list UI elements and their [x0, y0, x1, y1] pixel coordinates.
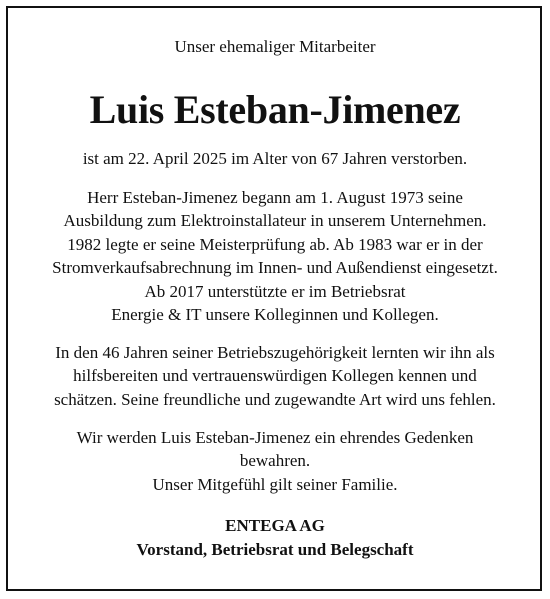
tribute-paragraph — [8, 341, 542, 411]
company-name: ENTEGA AG — [225, 516, 325, 535]
career-line: Herr Esteban-Jimenez begann am 1. August 1973 seine — [87, 188, 463, 207]
career-paragraph — [8, 186, 542, 326]
death-line: ist am 22. April 2025 im Alter von 67 Jahren verstorben. — [82, 149, 468, 168]
remembrance-line: bewahren. — [239, 451, 311, 471]
remembrance-line: Wir werden Luis Esteban-Jimenez ein ehrendes Gedenken — [76, 428, 474, 447]
career-line: Ausbildung zum Elektroinstallateur in unserem Unternehmen. — [63, 211, 487, 231]
death-statement — [8, 147, 542, 170]
tribute-line: hilfsbereiten und vertrauenswürdigen Kollegen kennen und — [73, 366, 477, 386]
tribute-line: schätzen. Seine freundliche und zugewandte Art wird uns fehlen. — [54, 389, 496, 409]
remembrance-paragraph — [8, 426, 542, 496]
career-line: Ab 2017 unterstützte er im Betriebsrat — [144, 281, 406, 301]
signature-line: Vorstand, Betriebsrat und Belegschaft — [136, 540, 414, 559]
career-line: 1982 legte er seine Meisterprüfung ab. Ab 1983 war er in der — [67, 234, 483, 254]
deceased-name: Luis Esteban-Jimenez — [89, 87, 461, 132]
career-line: Energie & IT unsere Kolleginnen und Kollegen. — [111, 305, 439, 325]
career-line: Stromverkaufsabrechnung im Innen- und Außendienst eingesetzt. — [52, 258, 498, 278]
intro-line: Unser ehemaliger Mitarbeiter — [174, 37, 376, 56]
remembrance-line: Unser Mitgefühl gilt seiner Familie. — [152, 474, 398, 494]
tribute-line: In den 46 Jahren seiner Betriebszugehörigkeit lernten wir ihn als — [55, 343, 495, 362]
